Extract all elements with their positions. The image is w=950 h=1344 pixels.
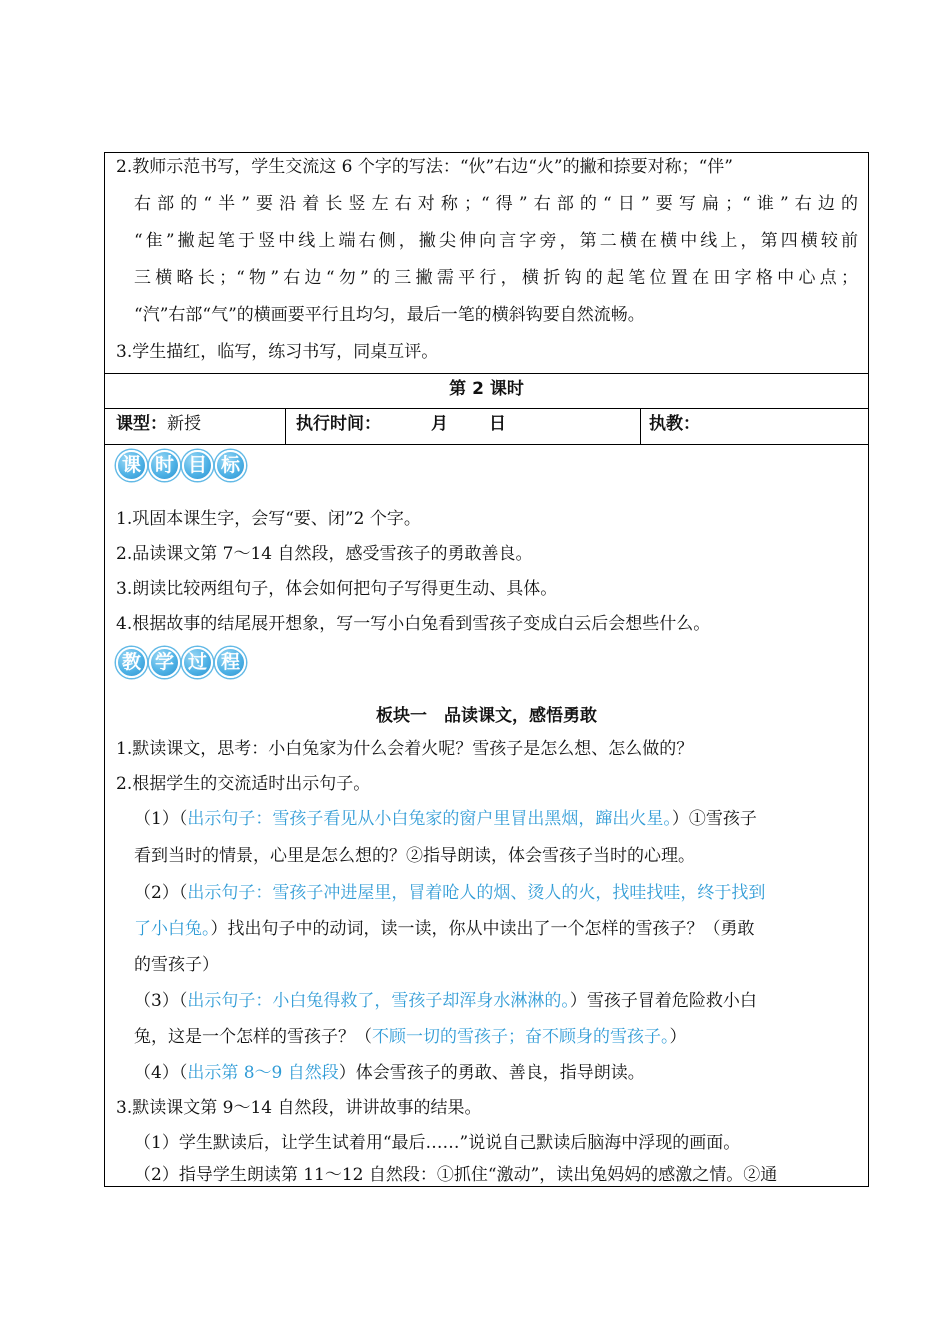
text-line: 3.学生描红，临写，练习书写，同桌互评。 bbox=[116, 342, 439, 362]
cell-divider bbox=[285, 408, 286, 444]
process-subitem: （1）（出示句子：雪孩子看见从小白兔家的窗户里冒出黑烟，蹿出火星。）①雪孩子 bbox=[134, 809, 757, 829]
process-item: 3.默读课文第 9～14 自然段，讲讲故事的结果。 bbox=[116, 1098, 482, 1118]
row-divider bbox=[105, 373, 868, 374]
process-subitem-cont: 的雪孩子） bbox=[134, 955, 219, 975]
lesson-type-label: 课型： bbox=[116, 414, 167, 434]
cell-divider bbox=[640, 408, 641, 444]
text-line: 右部的“半”要沿着长竖左右对称；“得”右部的“日”要写扁；“谁”右边的 bbox=[134, 194, 858, 214]
text-line: “汽”右部“气”的横画要平行且均匀，最后一笔的横斜钩要自然流畅。 bbox=[134, 305, 645, 325]
lesson-type bbox=[116, 413, 201, 435]
text-line: 三横略长；“物”右边“勿”的三撇需平行，横折钩的起笔位置在田字格中心点； bbox=[134, 268, 858, 288]
process-item: 1.默读课文，思考：小白兔家为什么会着火呢？雪孩子是怎么想、怎么做的？ bbox=[116, 739, 694, 759]
row-divider bbox=[105, 408, 868, 409]
process-subitem-cont: 了小白兔。）找出句子中的动词，读一读，你从中读出了一个怎样的雪孩子？（勇敢 bbox=[134, 919, 755, 939]
badge-char: 程 bbox=[215, 647, 246, 678]
badge-char: 目 bbox=[182, 450, 213, 481]
shown-answer: 不顾一切的雪孩子；奋不顾身的雪孩子。 bbox=[372, 1027, 670, 1047]
goal-item: 1.巩固本课生字，会写“要、闭”2 个字。 bbox=[116, 509, 421, 529]
shown-sentence: 出示句子：雪孩子冲进屋里，冒着呛人的烟、烫人的火，找哇找哇，终于找到 bbox=[187, 883, 766, 903]
process-subitem: （2）（出示句子：雪孩子冲进屋里，冒着呛人的烟、烫人的火，找哇找哇，终于找到 bbox=[134, 883, 766, 903]
process-item: 2.根据学生的交流适时出示句子。 bbox=[116, 774, 371, 794]
process-subitem: （3）（出示句子：小白兔得救了，雪孩子却浑身水淋淋的。）雪孩子冒着危险救小白 bbox=[134, 991, 757, 1011]
month-label: 月 bbox=[431, 414, 448, 434]
shown-sentence: 了小白兔。 bbox=[134, 919, 211, 939]
shown-sentence: 出示句子：小白兔得救了，雪孩子却浑身水淋淋的。 bbox=[187, 991, 570, 1011]
goal-item: 4.根据故事的结尾展开想象，写一写小白兔看到雪孩子变成白云后会想些什么。 bbox=[116, 614, 711, 634]
day-label: 日 bbox=[489, 414, 506, 434]
process-subitem: （2）指导学生朗读第 11～12 自然段：①抓住“激动”，读出兔妈妈的感激之情。②通 bbox=[134, 1165, 778, 1185]
goal-item: 3.朗读比较两组句子，体会如何把句子写得更生动、具体。 bbox=[116, 579, 558, 599]
shown-paragraph: 出示第 8～9 自然段 bbox=[187, 1063, 339, 1083]
goal-item: 2.品读课文第 7～14 自然段，感受雪孩子的勇敢善良。 bbox=[116, 544, 533, 564]
process-subitem-cont: 看到当时的情景，心里是怎么想的？②指导朗读，体会雪孩子当时的心理。 bbox=[134, 846, 695, 866]
badge-char: 课 bbox=[116, 450, 147, 481]
process-badge bbox=[116, 647, 246, 678]
process-subitem: （4）（出示第 8～9 自然段）体会雪孩子的勇敢、善良，指导朗读。 bbox=[134, 1063, 645, 1083]
text-line: 2.教师示范书写，学生交流这 6 个字的写法：“伙”右边“火”的撇和捺要对称；“伴” bbox=[116, 157, 733, 177]
process-subitem-cont: 兔，这是一个怎样的雪孩子？（不顾一切的雪孩子；奋不顾身的雪孩子。） bbox=[134, 1027, 687, 1047]
exec-time-label: 执行时间： bbox=[296, 414, 381, 434]
lesson-header: 第 2 课时 bbox=[449, 379, 524, 399]
process-subitem: （1）学生默读后，让学生试着用“最后……”说说自己默读后脑海中浮现的画面。 bbox=[134, 1133, 741, 1153]
badge-char: 学 bbox=[149, 647, 180, 678]
goals-badge bbox=[116, 450, 246, 481]
lesson-type-value: 新授 bbox=[167, 414, 201, 434]
row-divider bbox=[105, 444, 868, 445]
text-line: “隹”撇起笔于竖中线上端右侧，撇尖伸向言字旁，第二横在横中线上，第四横较前 bbox=[134, 231, 858, 251]
badge-char: 教 bbox=[116, 647, 147, 678]
shown-sentence: 出示句子：雪孩子看见从小白兔家的窗户里冒出黑烟，蹿出火星。 bbox=[187, 809, 672, 829]
teacher-label: 执教： bbox=[649, 414, 700, 434]
badge-char: 时 bbox=[149, 450, 180, 481]
badge-char: 过 bbox=[182, 647, 213, 678]
lesson-plan-table bbox=[104, 152, 869, 1187]
section-title: 板块一 品读课文，感悟勇敢 bbox=[376, 706, 597, 726]
badge-char: 标 bbox=[215, 450, 246, 481]
